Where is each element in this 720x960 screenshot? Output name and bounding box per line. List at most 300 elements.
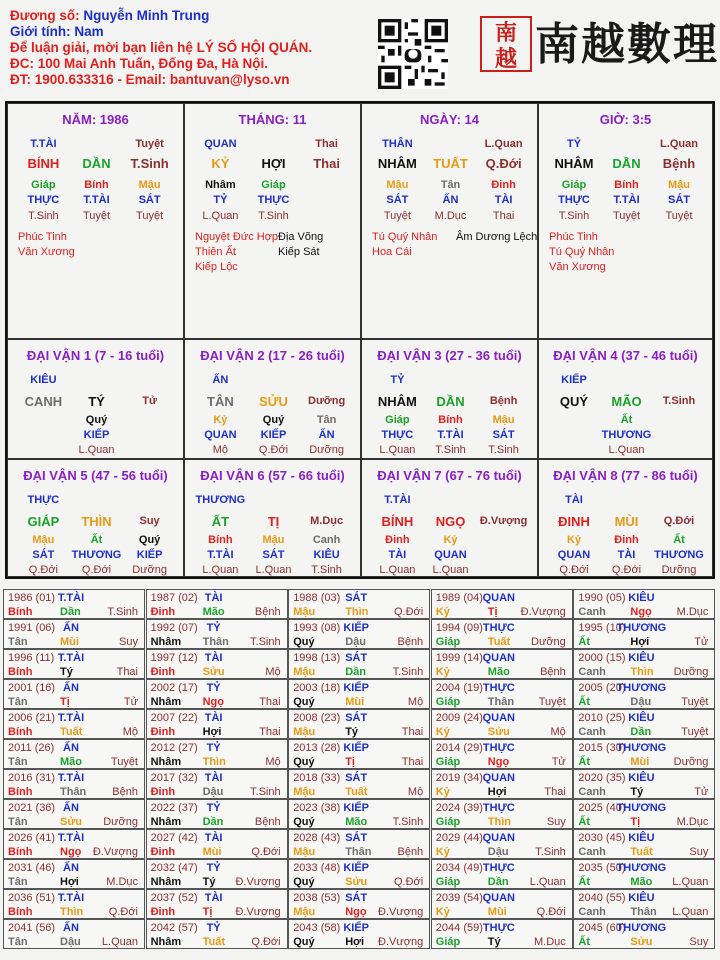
year-branch: Thìn <box>345 606 369 618</box>
year-label: 1996 (11) <box>8 652 55 664</box>
year-stem: Ất <box>578 696 590 708</box>
dai-van-cell <box>538 459 713 577</box>
hidden-god-item: TÀI <box>494 194 513 206</box>
dai-van-god: TỶ <box>390 374 405 386</box>
hidden-stage-item: T.Sinh <box>28 210 59 222</box>
year-stem: Tân <box>8 756 28 768</box>
dv-hidden-stage-item: Q.Đới <box>559 564 589 576</box>
dv-hidden-god-item: KIẾP <box>83 429 110 441</box>
hidden-stem-item: Giáp <box>31 179 56 191</box>
year-stage: Q.Đới <box>393 876 424 888</box>
dai-van-god: THỰC <box>27 494 60 506</box>
year-stem: Kỷ <box>435 606 450 618</box>
year-stage: Suy <box>689 846 709 858</box>
year-stage: Dưỡng <box>103 816 138 828</box>
year-stem: Quý <box>293 756 315 768</box>
dv-hidden-stage-item: L.Quan <box>608 444 645 456</box>
year-stem: Đinh <box>150 606 176 618</box>
year-cell <box>288 649 430 679</box>
year-stem: Quý <box>293 816 315 828</box>
year-cell <box>573 679 715 709</box>
hidden-stem-item: Giáp <box>261 179 286 191</box>
dv-hidden-stage-item: Mộ <box>212 444 229 456</box>
year-cell <box>573 919 715 949</box>
dv-hidden-stem-item: Mậu <box>32 534 55 546</box>
year-stage: Tử <box>123 696 138 708</box>
dv-hidden-stem-item: Mậu <box>492 414 515 426</box>
year-branch: Mão <box>60 756 82 768</box>
year-label: 1995 (10) <box>578 622 626 634</box>
year-stage: Q.Đới <box>251 936 281 948</box>
dv-hidden-stage-item: Dưỡng <box>661 564 697 576</box>
hidden-stem-item: Mậu <box>138 179 161 191</box>
year-stem: Giáp <box>435 816 461 828</box>
dai-van-god: TÀI <box>565 494 583 506</box>
year-god: SÁT <box>345 832 368 844</box>
year-cell <box>146 859 288 889</box>
year-stage: T.Sinh <box>392 666 424 678</box>
year-god: TỶ <box>206 922 221 934</box>
year-stem: Kỷ <box>435 846 450 858</box>
dai-van-god: KIÊU <box>30 374 57 386</box>
year-stem: Kỷ <box>435 906 450 918</box>
dv-hidden-stage-item: T.Sinh <box>488 444 519 456</box>
year-label: 2035 (50) <box>578 862 626 874</box>
year-branch: Dần <box>487 876 509 888</box>
dai-van-cell <box>184 339 361 459</box>
dv-hidden-god-item: THƯƠNG <box>654 549 704 561</box>
year-stage: Mộ <box>122 726 138 738</box>
year-label: 2015 (30) <box>578 742 626 754</box>
dai-van-stem: CANH <box>24 394 63 409</box>
year-label: 2038 (53) <box>293 892 341 904</box>
hidden-god-item: SÁT <box>138 194 161 206</box>
year-branch: Thân <box>60 786 87 798</box>
dv-hidden-god-item: KIẾP <box>136 549 163 561</box>
year-label: 2034 (49) <box>435 862 483 874</box>
dv-hidden-god-item: QUAN <box>204 429 237 441</box>
year-god: T.TÀI <box>57 772 85 784</box>
dv-hidden-god-item: KIÊU <box>313 549 340 561</box>
dv-hidden-stem-item: Tân <box>316 414 337 426</box>
hidden-stem-item: Tân <box>440 179 461 191</box>
year-stage: Bệnh <box>540 666 566 678</box>
dai-van-branch: MÙI <box>614 514 639 529</box>
year-cell <box>573 859 715 889</box>
dai-van-cell <box>7 459 184 577</box>
year-stage: L.Quan <box>101 936 138 948</box>
year-cell <box>431 589 573 619</box>
year-god: KIÊU <box>628 772 655 784</box>
stem-branch-item: KỶ <box>211 156 230 171</box>
hidden-stem-item: Giáp <box>561 179 587 191</box>
dv-hidden-god-item: TÀI <box>617 549 636 561</box>
year-stage: Bệnh <box>254 816 281 828</box>
year-stage: Đ.Vượng <box>92 846 138 858</box>
year-branch: Thân <box>345 846 372 858</box>
year-god: THỰC <box>482 742 515 754</box>
year-stage: Bệnh <box>397 846 424 858</box>
dai-van-title: ĐẠI VẬN 1 (7 - 16 tuổi) <box>26 348 165 363</box>
hidden-god-item: THỰC <box>27 194 60 206</box>
year-cell <box>288 799 430 829</box>
year-stem: Đinh <box>150 786 176 798</box>
year-branch: Thân <box>487 696 515 708</box>
year-stem: Tân <box>8 816 28 828</box>
owner-name: Nguyễn Minh Trung <box>83 8 210 23</box>
year-label: 2033 (48) <box>293 862 341 874</box>
year-label: 2030 (45) <box>578 832 626 844</box>
hidden-stage-item: Tuyệt <box>82 210 111 222</box>
year-branch: Thìn <box>630 666 654 678</box>
dai-van-branch: TỊ <box>267 514 280 529</box>
year-cell <box>288 889 430 919</box>
dv-hidden-god-item: TÀI <box>388 549 407 561</box>
year-stem: Quý <box>293 636 315 648</box>
year-stage: Thai <box>259 696 281 708</box>
year-cell <box>573 889 715 919</box>
year-god: TÀI <box>204 652 223 664</box>
year-stem: Nhâm <box>150 936 182 948</box>
address-line: ĐC: 100 Mai Anh Tuấn, Đống Đa, Hà Nội. <box>10 56 269 71</box>
year-branch: Hợi <box>202 726 222 738</box>
year-branch: Tuất <box>630 846 653 858</box>
year-cell <box>288 859 430 889</box>
year-cell <box>146 619 288 649</box>
year-cell <box>288 739 430 769</box>
year-cell <box>573 649 715 679</box>
year-cell <box>573 769 715 799</box>
year-stage: Tuyệt <box>538 696 566 708</box>
year-stage: Tử <box>694 786 709 798</box>
hidden-stage-item: L.Quan <box>202 210 239 222</box>
dv-hidden-stage-item: Q.Đới <box>258 444 289 456</box>
year-label: 1988 (03) <box>293 592 341 604</box>
stem-branch-item: T.Sinh <box>130 156 169 171</box>
hidden-stage-item: Tuyệt <box>383 210 411 222</box>
year-cell <box>288 919 430 949</box>
pillar-cell <box>184 103 361 339</box>
year-branch: Dần <box>60 606 81 618</box>
dai-van-cell <box>184 459 361 577</box>
hidden-god-item: TỶ <box>213 194 228 206</box>
year-label: 2001 (16) <box>8 682 56 694</box>
year-label: 2013 (28) <box>293 742 341 754</box>
year-god: TÀI <box>204 892 223 904</box>
year-cell <box>146 679 288 709</box>
year-branch: Tị <box>202 906 213 918</box>
year-stem: Quý <box>293 696 315 708</box>
year-stem: Bính <box>8 786 33 798</box>
year-stage: Mộ <box>265 756 281 768</box>
dv-hidden-stem-item: Quý <box>138 534 161 546</box>
year-god: KIẾP <box>343 742 370 754</box>
year-branch: Tý <box>487 936 501 948</box>
year-stem: Canh <box>578 726 606 738</box>
year-cell <box>146 709 288 739</box>
dv-hidden-stage-item: Q.Đới <box>28 564 58 576</box>
dai-van-god: THƯƠNG <box>195 494 246 506</box>
hidden-stage-item: Tuyệt <box>612 210 641 222</box>
ten-god-item: Tuyệt <box>135 138 164 150</box>
dv-hidden-stage-item: L.Quan <box>78 444 115 456</box>
year-label: 2010 (25) <box>578 712 626 724</box>
dv-hidden-stage-item: L.Quan <box>379 444 416 456</box>
qr-code-icon <box>378 19 448 89</box>
year-branch: Mão <box>630 876 653 888</box>
year-stage: Q.Đới <box>536 906 566 918</box>
year-branch: Thìn <box>202 756 226 768</box>
dai-van-branch: MÃO <box>611 394 642 409</box>
year-god: THƯƠNG <box>616 862 667 874</box>
dv-hidden-god-item: KIẾP <box>260 429 287 441</box>
dv-hidden-stem-item: Ất <box>90 534 103 546</box>
year-branch: Tuất <box>202 936 225 948</box>
year-branch: Ngọ <box>202 696 224 708</box>
year-branch: Ngọ <box>345 906 367 918</box>
year-stem: Giáp <box>435 756 461 768</box>
dv-hidden-stage-item: L.Quan <box>202 564 239 576</box>
year-label: 1986 (01) <box>8 592 56 604</box>
year-cell <box>288 829 430 859</box>
year-branch: Tý <box>202 876 216 888</box>
dai-van-cell <box>7 339 184 459</box>
year-label: 2020 (35) <box>578 772 626 784</box>
hidden-stem-item: Đinh <box>491 179 516 191</box>
year-cell <box>146 919 288 949</box>
year-stage: Đ.Vượng <box>235 906 281 918</box>
year-stage: Dưỡng <box>531 636 566 648</box>
year-label: 2045 (60) <box>578 922 626 934</box>
year-branch: Dậu <box>345 636 366 648</box>
year-stem: Đinh <box>150 666 176 678</box>
dai-van-title: ĐẠI VẬN 5 (47 - 56 tuổi) <box>23 468 168 483</box>
stem-branch-item: HỢI <box>261 156 286 171</box>
year-god: QUAN <box>482 712 515 724</box>
year-cell <box>431 769 573 799</box>
year-god: TỶ <box>206 742 221 754</box>
year-god: KIẾP <box>343 682 370 694</box>
year-god: T.TÀI <box>57 832 85 844</box>
year-label: 2027 (42) <box>150 832 198 844</box>
year-stage: L.Quan <box>529 876 566 888</box>
year-branch: Tý <box>345 726 359 738</box>
year-label: 2008 (23) <box>293 712 341 724</box>
dv-hidden-stem-item: Bính <box>438 414 463 426</box>
year-stage: Q.Đới <box>251 846 281 858</box>
year-branch: Mùi <box>630 756 650 768</box>
year-cell <box>431 799 573 829</box>
year-label: 2005 (20) <box>578 682 626 694</box>
dai-van-stage: Suy <box>139 515 160 527</box>
star-label: Kiếp Sát <box>278 246 320 258</box>
star-label: Phúc Tinh <box>549 231 598 243</box>
dv-hidden-god-item: ẤN <box>318 429 335 441</box>
year-stage: Q.Đới <box>393 606 424 618</box>
year-stem: Canh <box>578 786 606 798</box>
year-branch: Tuất <box>487 636 511 648</box>
year-god: THỰC <box>482 622 515 634</box>
year-stage: Bệnh <box>254 606 281 618</box>
year-god: SÁT <box>345 892 368 904</box>
dv-hidden-stem-item: Ất <box>673 534 685 546</box>
year-cell <box>573 799 715 829</box>
seal-stamp-icon: 南 越 <box>480 16 532 72</box>
year-label: 1989 (04) <box>435 592 483 604</box>
dai-van-title: ĐẠI VẬN 4 (37 - 46 tuổi) <box>553 348 698 363</box>
symbolic-stars-2 <box>456 230 537 245</box>
year-cell <box>288 589 430 619</box>
year-cell <box>3 709 145 739</box>
year-cell <box>3 799 145 829</box>
dai-van-stage: Q.Đới <box>663 515 695 527</box>
dv-hidden-stage-item: Dưỡng <box>309 444 344 456</box>
dv-hidden-stage-item: L.Quan <box>379 564 416 576</box>
year-stem: Canh <box>578 906 606 918</box>
dai-van-stem: ẤT <box>211 514 230 529</box>
year-label: 2003 (18) <box>293 682 341 694</box>
hidden-god-item: T.TÀI <box>613 194 640 206</box>
dai-van-branch: DẦN <box>436 394 465 409</box>
year-branch: Mùi <box>202 846 222 858</box>
hidden-god-item: THỰC <box>558 194 590 206</box>
year-stage: Mộ <box>550 726 566 738</box>
hidden-stem-item: Bính <box>614 179 639 191</box>
dv-hidden-god-item: SÁT <box>492 429 515 441</box>
year-stage: T.Sinh <box>535 846 566 858</box>
year-god: KIẾP <box>343 862 370 874</box>
year-cell <box>146 769 288 799</box>
year-cell <box>288 709 430 739</box>
year-stage: Q.Đới <box>108 906 138 918</box>
pillar-title: THÁNG: 11 <box>238 112 307 127</box>
gender-label: Giới tính: <box>10 24 75 39</box>
year-label: 2011 (26) <box>8 742 55 754</box>
dv-hidden-stage-item: Q.Đới <box>611 564 642 576</box>
ten-god-item: L.Quan <box>484 138 523 150</box>
year-stem: Đinh <box>150 726 176 738</box>
dv-hidden-stem-item: Kỷ <box>566 534 582 546</box>
bazi-chart <box>5 101 715 579</box>
year-god: THƯƠNG <box>616 802 667 814</box>
star-label: Địa Võng <box>278 231 324 243</box>
year-stem: Mậu <box>293 846 316 858</box>
hidden-stage-item: T.Sinh <box>558 210 590 222</box>
year-branch: Thìn <box>487 816 512 828</box>
year-god: THỰC <box>482 922 515 934</box>
dv-hidden-stage-item: Dưỡng <box>132 564 167 576</box>
year-label: 1998 (13) <box>293 652 341 664</box>
dv-hidden-god-item: THƯƠNG <box>71 549 122 561</box>
year-cell <box>3 649 145 679</box>
dv-hidden-stem-item: Kỷ <box>213 414 228 426</box>
year-god: TỶ <box>206 802 221 814</box>
year-branch: Tị <box>487 606 498 618</box>
year-god: ẤN <box>63 682 79 694</box>
year-stage: Thai <box>401 756 424 768</box>
dv-hidden-stage-item: L.Quan <box>255 564 292 576</box>
year-label: 2014 (29) <box>435 742 483 754</box>
star-label: Tú Quý Nhân <box>549 246 615 258</box>
year-stage: M.Dục <box>534 936 566 948</box>
hidden-stem-item: Bính <box>84 179 109 191</box>
year-branch: Mão <box>345 816 368 828</box>
year-branch: Thân <box>630 906 657 918</box>
year-cell <box>288 619 430 649</box>
year-stem: Mậu <box>293 726 316 738</box>
year-stage: T.Sinh <box>250 786 281 798</box>
owner-label: Đương số: <box>10 8 84 23</box>
year-stem: Mậu <box>293 786 316 798</box>
dv-hidden-stage-item: Q.Đới <box>81 564 112 576</box>
star-label: Phúc Tinh <box>18 231 67 243</box>
year-branch: Ngọ <box>60 846 82 858</box>
year-god: TÀI <box>204 832 223 844</box>
year-branch: Thìn <box>60 906 84 918</box>
year-god: ẤN <box>63 922 79 934</box>
dai-van-branch: SỬU <box>259 394 288 409</box>
year-stage: L.Quan <box>672 906 709 918</box>
year-label: 2016 (31) <box>8 772 56 784</box>
year-stem: Bính <box>8 906 33 918</box>
year-stem: Kỷ <box>435 666 450 678</box>
year-label: 1993 (08) <box>293 622 341 634</box>
stem-branch-item: DẦN <box>82 156 111 171</box>
year-stage: Tử <box>694 636 709 648</box>
year-cell <box>431 619 573 649</box>
year-god: THƯƠNG <box>616 922 667 934</box>
year-god: TÀI <box>204 592 223 604</box>
dv-hidden-stem-item: Ất <box>620 414 633 426</box>
year-branch: Dần <box>630 726 652 738</box>
year-label: 2017 (32) <box>150 772 198 784</box>
ten-god-item: T.TÀI <box>30 138 57 150</box>
year-god: THƯƠNG <box>616 742 667 754</box>
symbolic-stars <box>195 230 278 275</box>
year-cell <box>431 829 573 859</box>
year-label: 2019 (34) <box>435 772 483 784</box>
year-stage: Bệnh <box>112 786 138 798</box>
year-label: 2018 (33) <box>293 772 341 784</box>
year-stage: Dưỡng <box>673 666 709 678</box>
year-stage: M.Dục <box>676 816 709 828</box>
symbolic-stars-2 <box>278 230 323 260</box>
hidden-god-item: SÁT <box>386 194 409 206</box>
year-label: 2026 (41) <box>8 832 56 844</box>
year-god: ẤN <box>63 742 79 754</box>
year-stage: Đ.Vượng <box>378 906 424 918</box>
year-branch: Hợi <box>345 936 365 948</box>
year-branch: Sửu <box>487 726 510 738</box>
year-stage: Suy <box>546 816 566 828</box>
pillar-cell <box>361 103 538 339</box>
year-stage: T.Sinh <box>107 606 138 618</box>
year-label: 2040 (55) <box>578 892 626 904</box>
year-god: T.TÀI <box>57 592 85 604</box>
ten-god-item: QUAN <box>204 138 237 150</box>
year-label: 2032 (47) <box>150 862 198 874</box>
dai-van-cell <box>538 339 713 459</box>
dai-van-stem: ĐINH <box>558 514 590 529</box>
year-label: 2024 (39) <box>435 802 483 814</box>
dai-van-branch: THÌN <box>81 514 112 529</box>
year-god: T.TÀI <box>57 652 85 664</box>
year-god: THƯƠNG <box>616 622 667 634</box>
pillar-title: NĂM: 1986 <box>62 112 129 127</box>
year-cell <box>3 679 145 709</box>
dv-hidden-stem-item: Kỷ <box>443 534 458 546</box>
dv-hidden-god-item: QUAN <box>434 549 467 561</box>
